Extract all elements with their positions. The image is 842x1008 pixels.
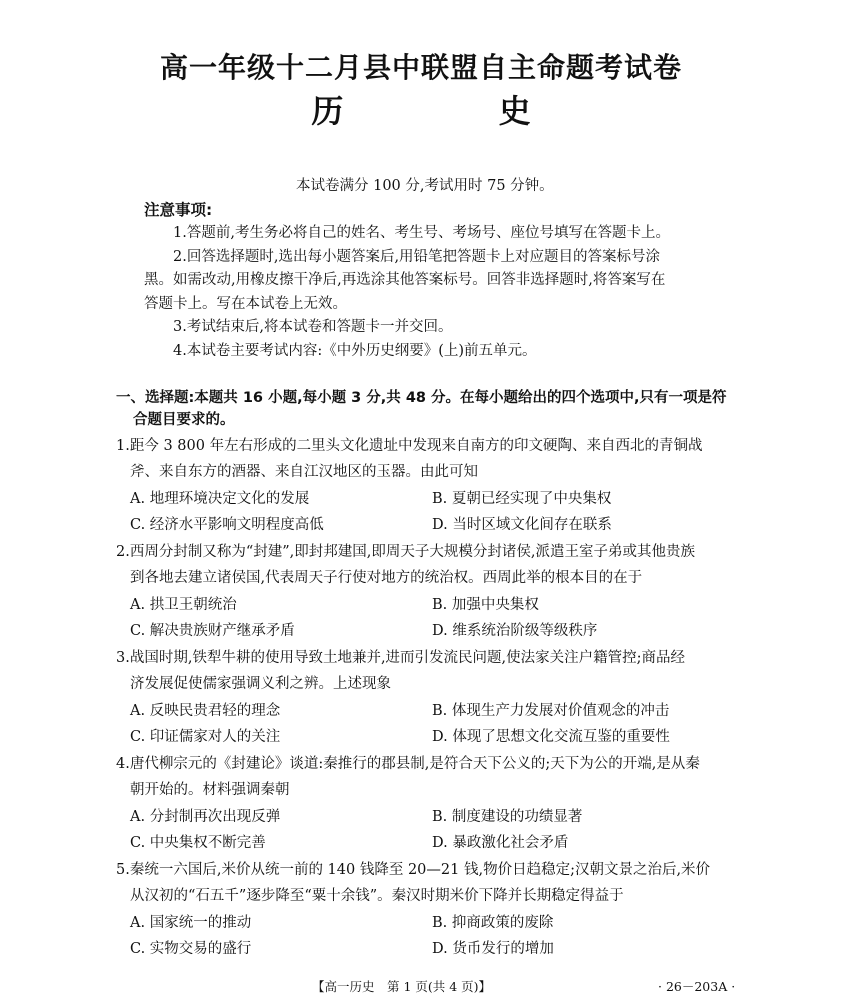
note-line: 3.考试结束后,将本试卷和答题卡一并交回。 (173, 319, 453, 335)
question-2-option-c: C. 解决贵族财产继承矛盾 (130, 623, 295, 639)
question-4-option-c: C. 中央集权不断完善 (130, 835, 266, 851)
section-heading: 合题目要求的。 (133, 412, 235, 428)
question-1-option-b: B. 夏朝已经实现了中央集权 (432, 491, 612, 507)
question-4-option-d: D. 暴政激化社会矛盾 (432, 835, 569, 851)
question-2-stem: 到各地去建立诸侯国,代表周天子行使对地方的统治权。西周此举的根本目的在于 (130, 570, 643, 586)
page-code: · 26－203A · (658, 979, 736, 994)
question-3-option-a: A. 反映民贵君轻的理念 (130, 703, 281, 719)
question-2-option-a: A. 拱卫王朝统治 (130, 597, 237, 613)
question-1-option-a: A. 地理环境决定文化的发展 (130, 491, 310, 507)
page-footer: 【高一历史 第 1 页(共 4 页)】 (312, 979, 492, 994)
exam-info: 本试卷满分 100 分,考试用时 75 分钟。 (296, 178, 554, 194)
section-heading: 一、选择题:本题共 16 小题,每小题 3 分,共 48 分。在每小题给出的四个选项中,只有一项是符 (116, 390, 727, 406)
question-2-stem: 2.西周分封制又称为“封建”,即封邦建国,即周天子大规模分封诸侯,派遣王室子弟或其他贵族 (116, 544, 695, 560)
question-5-option-d: D. 货币发行的增加 (432, 941, 554, 957)
subject-title: 历 史 (311, 92, 603, 130)
notes-heading: 注意事项: (144, 201, 213, 219)
question-1-stem: 斧、来自东方的酒器、来自江汉地区的玉器。由此可知 (130, 464, 478, 480)
question-1-option-c: C. 经济水平影响文明程度高低 (130, 517, 324, 533)
question-4-option-b: B. 制度建设的功绩显著 (432, 809, 583, 825)
question-3-option-d: D. 体现了思想文化交流互鉴的重要性 (432, 729, 670, 745)
question-5-stem: 从汉初的“石五千”逐步降至“粟十余钱”。秦汉时期米价下降并长期稳定得益于 (130, 888, 624, 904)
note-line: 答题卡上。写在本试卷上无效。 (144, 296, 347, 312)
question-4-stem: 4.唐代柳宗元的《封建论》谈道:秦推行的郡县制,是符合天下公义的;天下为公的开端,是从秦 (116, 756, 700, 772)
question-3-option-c: C. 印证儒家对人的关注 (130, 729, 281, 745)
question-5-stem: 5.秦统一六国后,米价从统一前的 140 钱降至 20—21 钱,物价日趋稳定;汉朝文景之治后,米价 (116, 862, 711, 878)
exam-title: 高一年级十二月县中联盟自主命题考试卷 (159, 51, 682, 84)
question-3-stem: 3.战国时期,铁犁牛耕的使用导致土地兼并,进而引发流民问题,使法家关注户籍管控;商品经 (116, 650, 686, 666)
note-line: 1.答题前,考生务必将自己的姓名、考生号、考场号、座位号填写在答题卡上。 (173, 225, 670, 241)
question-5-option-a: A. 国家统一的推动 (130, 915, 252, 931)
question-1-option-d: D. 当时区域文化间存在联系 (432, 517, 612, 533)
question-5-option-c: C. 实物交易的盛行 (130, 941, 252, 957)
note-line: 4.本试卷主要考试内容:《中外历史纲要》(上)前五单元。 (173, 343, 537, 359)
question-3-stem: 济发展促使儒家强调义利之辨。上述现象 (130, 676, 391, 692)
question-3-option-b: B. 体现生产力发展对价值观念的冲击 (432, 703, 670, 719)
question-2-option-b: B. 加强中央集权 (432, 597, 539, 613)
question-2-option-d: D. 维系统治阶级等级秩序 (432, 623, 598, 639)
question-4-option-a: A. 分封制再次出现反弹 (130, 809, 281, 825)
question-1-stem: 1.距今 3 800 年左右形成的二里头文化遗址中发现来自南方的印文硬陶、来自西北的青铜战 (116, 438, 703, 454)
note-line: 黑。如需改动,用橡皮擦干净后,再选涂其他答案标号。回答非选择题时,将答案写在 (144, 272, 666, 288)
note-line: 2.回答选择题时,选出每小题答案后,用铅笔把答题卡上对应题目的答案标号涂 (173, 249, 661, 265)
question-4-stem: 朝开始的。材料强调秦朝 (130, 782, 290, 798)
question-5-option-b: B. 抑商政策的废除 (432, 915, 554, 931)
